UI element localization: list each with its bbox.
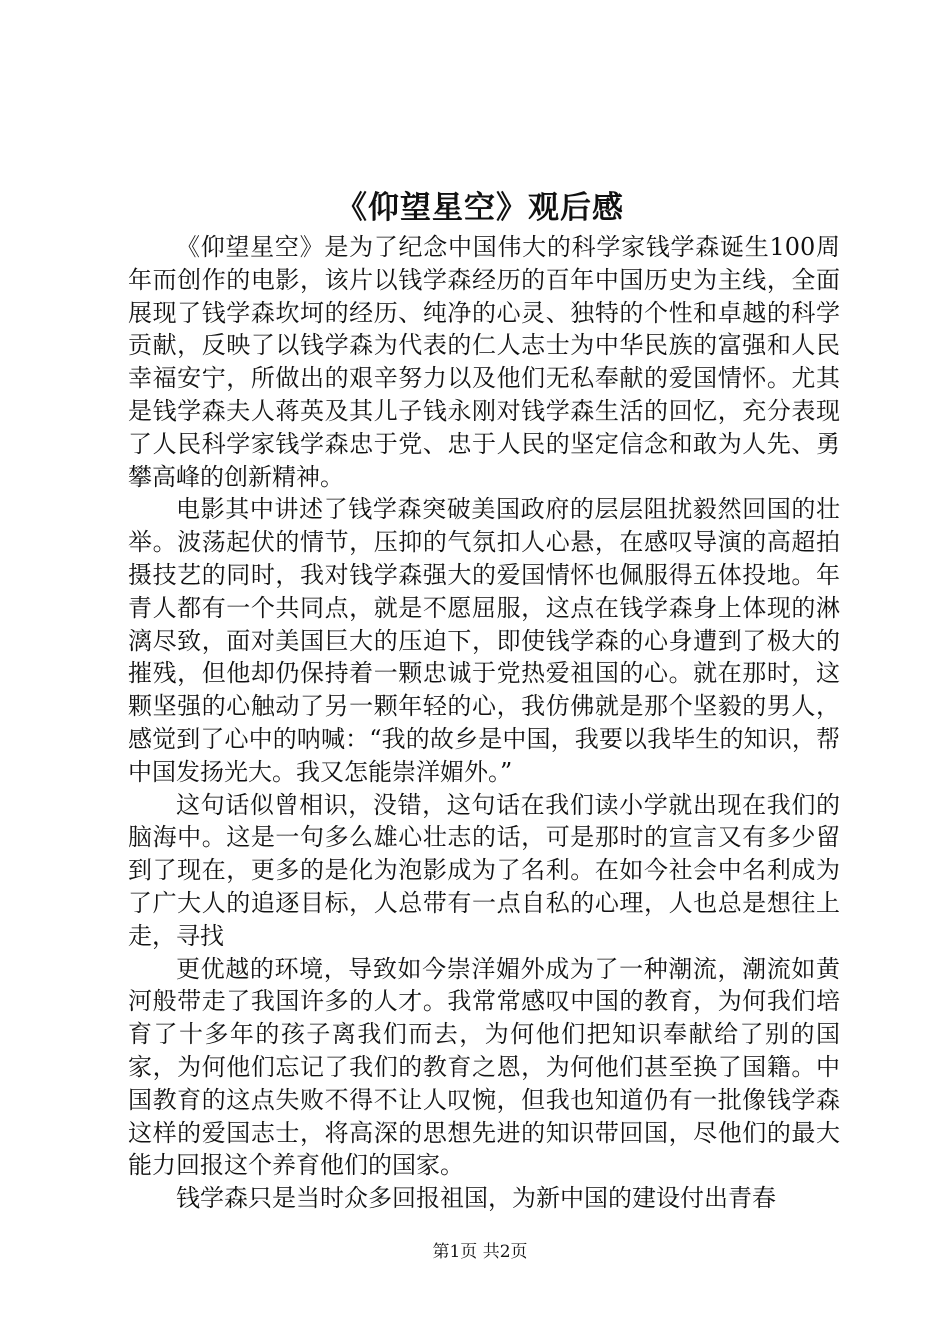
paragraph-5: 钱学森只是当时众多回报祖国，为新中国的建设付出青春 [176, 1184, 776, 1213]
document-body [128, 231, 840, 1215]
paragraph-3: 这句话似曾相识，没错，这句话在我们读小学就出现在我们的脑海中。这是一句多么雄心壮志的话，可是那时的宣言又有多少留到了现在，更多的是化为泡影成为了名利。在如今社会中名利成为了广大人的追逐目标，人总带有一点自私的心理，人也总是想往上走，寻找 [128, 790, 840, 950]
paragraph-1: 《仰望星空》是为了纪念中国伟大的科学家钱学森诞生100周年而创作的电影，该片以钱学森经历的百年中国历史为主线，全面展现了钱学森坎坷的经历、纯净的心灵、独特的个性和卓越的科学贡献，反映了以钱学森为代表的仁人志士为中华民族的富强和人民幸福安宁，所做出的艰辛努力以及他们无私奉献的爱国情怀。尤其是钱学森夫人蒋英及其儿子钱永刚对钱学森生活的回忆，充分表现了人民科学家钱学森忠于党、忠于人民的坚定信念和敢为人先、勇攀高峰的创新精神。 [128, 233, 840, 491]
paragraph-4: 更优越的环境，导致如今崇洋媚外成为了一种潮流，潮流如黄河般带走了我国许多的人才。我常常感叹中国的教育，为何我们培育了十多年的孩子离我们而去，为何他们把知识奉献给了别的国家，为何他们忘记了我们的教育之恩，为何他们甚至换了国籍。中国教育的这点失败不得不让人叹惋，但我也知道仍有一批像钱学森这样的爱国志士，将高深的思想先进的知识带回国，尽他们的最大能力回报这个养育他们的国家。 [128, 954, 840, 1180]
paragraph-2: 电影其中讲述了钱学森突破美国政府的层层阻扰毅然回国的壮举。波荡起伏的情节，压抑的气氛扣人心悬，在感叹导演的高超拍摄技艺的同时，我对钱学森强大的爱国情怀也佩服得五体投地。年青人都有一个共同点，就是不愿屈服，这点在钱学森身上体现的淋漓尽致，面对美国巨大的压迫下，即使钱学森的心身遭到了极大的摧残，但他却仍保持着一颗忠诚于党热爱祖国的心。就在那时，这颗坚强的心触动了另一颗年轻的心，我仿佛就是那个坚毅的男人，感觉到了心中的呐喊：“我的故乡是中国，我要以我毕生的知识，帮中国发扬光大。我又怎能崇洋媚外。” [128, 495, 840, 786]
document-title: 《仰望星空》观后感 [336, 190, 624, 226]
page-number-footer: 第1页 共2页 [432, 1242, 528, 1262]
